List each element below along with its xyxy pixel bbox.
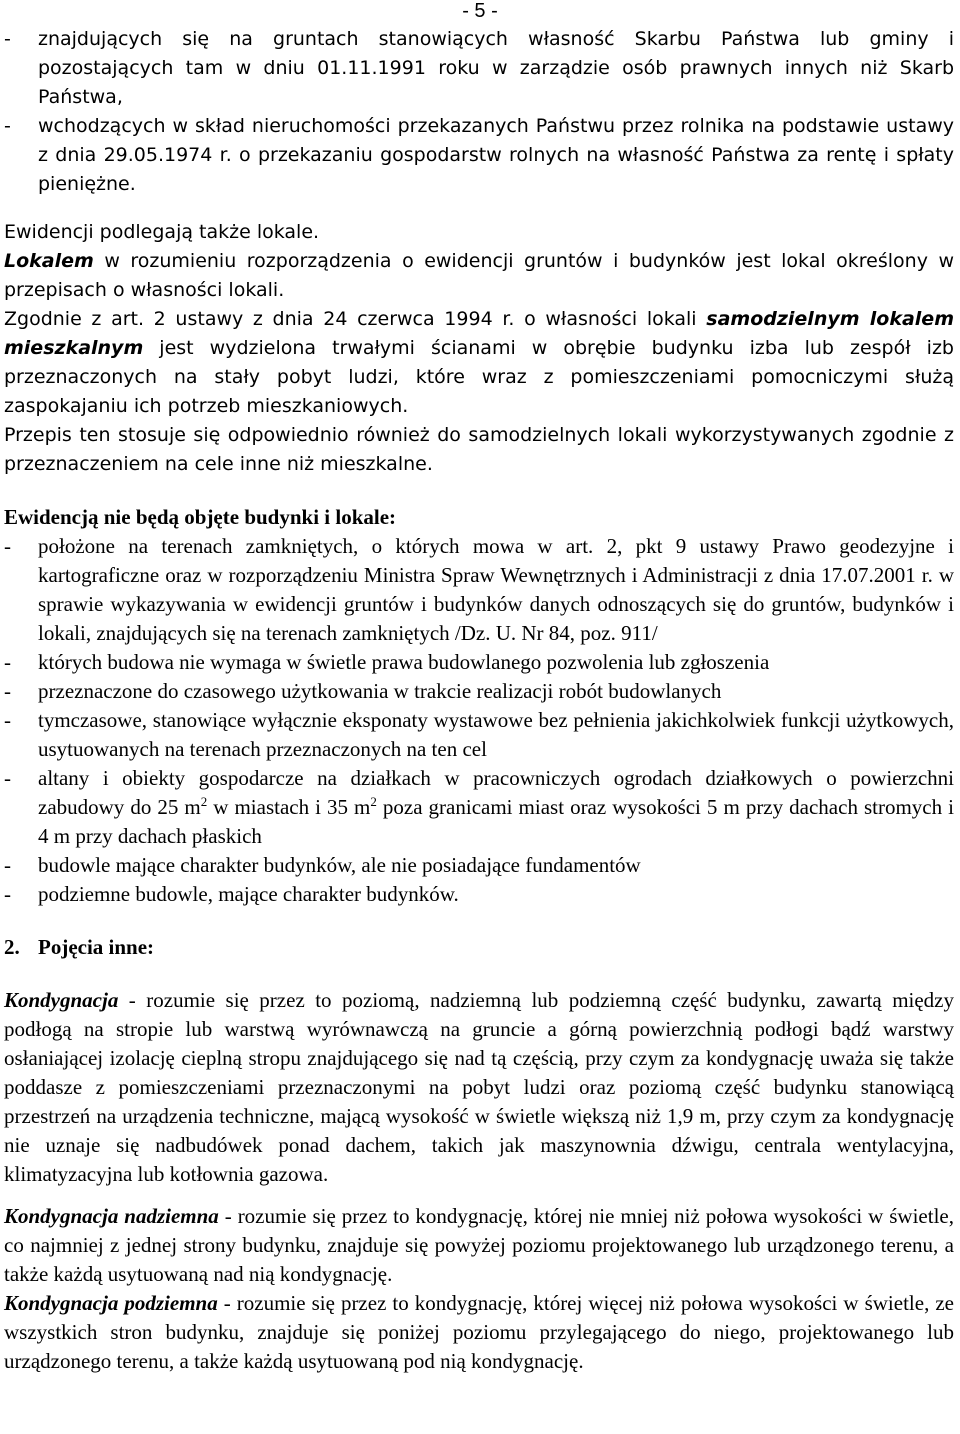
- definition-text: w rozumieniu rozporządzenia o ewidencji gruntów i budynków jest lokal określony w przepisach o własności lokali.: [4, 250, 954, 301]
- definition-text: - rozumie się przez to poziomą, nadziemną lub podziemną część budynku, zawartą między podłogą na stropie lub warstwą wyrównawczą na gruncie a górną powierzchnią podłogi bądź warstwy osłaniającej izolację cieplną stropu znajdującego się nad tą częścią, przy czym za kondygnację uważa się także poddasze z pomieszczeniami przeznaczonymi na pobyt ludzi oraz poziomą część budynku stanowiącą przestrzeń na urządzenia techniczne, mającą wysokość w świetle większą niż 1,9 m, przy czym za kondygnację nie uznaje się nadbudówek ponad dachem, takich jak maszynownia dźwigu, centrala wentylacyjna, klimatyzacyjna lub kotłownia gazowa.: [4, 988, 954, 1186]
- term-kondygnacja: Kondygnacja: [4, 988, 119, 1012]
- list-item: [4, 880, 954, 909]
- excluded-heading-text: Ewidencją nie będą objęte budynki i lokale:: [4, 505, 397, 529]
- list-item-text: wchodzących w skład nieruchomości przekazanych Państwu przez rolnika na podstawie ustawy z dnia 29.05.1974 r. o przekazaniu gospodarstw rolnych na własność Państwa za rentę i spłaty pieniężne.: [38, 115, 954, 195]
- paragraph-przepis: Przepis ten stosuje się odpowiednio również do samodzielnych lokali wykorzystywanych zgodnie z przeznaczeniem na cele inne niż mieszkalne.: [4, 424, 954, 475]
- page-number: - 5 -: [462, 0, 498, 22]
- list-item: [4, 25, 954, 112]
- bullet-dash: -: [4, 650, 11, 674]
- list-item: [4, 764, 954, 851]
- term-kondygnacja-nadziemna: Kondygnacja nadziemna: [4, 1204, 219, 1228]
- definition-text: - rozumie się przez to kondygnację, której więcej niż połowa wysokości w świetle, ze wszystkich stron budynku, znajduje się poniżej poziomu przylegającego do niego, projektowanego lub urządzonego terenu, a także każdą usytuowaną pod nią kondygnację.: [4, 1291, 954, 1373]
- section-number: 2.: [4, 935, 20, 959]
- bullet-dash: -: [4, 534, 11, 558]
- list-item: [4, 532, 954, 648]
- bullet-dash: -: [4, 708, 11, 732]
- zgodnie-suffix: jest wydzielona trwałymi ścianami w obrębie budynku izba lub zespół izb przeznaczonych na stały pobyt ludzi, które wraz z pomieszczeniami pomocniczymi służą zaspokajaniu ich potrzeb mieszkaniowych.: [4, 337, 954, 417]
- bullet-dash: -: [4, 115, 11, 137]
- bullet-dash: -: [4, 882, 11, 906]
- definition-kondygnacja: [4, 986, 954, 1189]
- list-item-text: tymczasowe, stanowiące wyłącznie eksponaty wystawowe bez pełnienia jakichkolwiek funkcji użytkowych, usytuowanych na terenach przeznaczonych na ten cel: [38, 708, 954, 761]
- paragraph-zgodnie: [4, 305, 954, 421]
- bullet-dash: -: [4, 28, 11, 50]
- definition-kondygnacja-nadziemna: [4, 1202, 954, 1289]
- paragraph-lokale-intro: Ewidencji podlegają także lokale.: [4, 221, 320, 243]
- list-item-text: położone na terenach zamkniętych, o których mowa w art. 2, pkt 9 ustawy Prawo geodezyjne i kartograficzne oraz w rozporządzeniu Ministra Spraw Wewnętrznych i Administracji z dnia 17.07.2001 r. w sprawie wykazywania w ewidencji gruntów i budynków danych odnoszących się do gruntów, budynków i lokali, znajdujących się na terenach zamkniętych /Dz. U. Nr 84, poz. 911/: [38, 534, 954, 645]
- bullet-dash: -: [4, 766, 11, 790]
- list-item: [4, 677, 954, 706]
- bullet-dash: -: [4, 679, 11, 703]
- excluded-heading: [4, 503, 954, 532]
- list-item-text-part: altany i obiekty gospodarcze na działkach w pracowniczych ogrodach działkowych o powierzchni zabudowy do 25 m: [38, 766, 954, 819]
- term-kondygnacja-podziemna: Kondygnacja podziemna: [4, 1291, 218, 1315]
- superscript: 2: [370, 794, 377, 809]
- list-item: [4, 706, 954, 764]
- definition-kondygnacja-podziemna: [4, 1289, 954, 1376]
- superscript: 2: [200, 794, 208, 809]
- list-item: [4, 648, 954, 677]
- list-item-text: przeznaczone do czasowego użytkowania w trakcie realizacji robót budowlanych: [38, 679, 722, 703]
- list-item-text: podziemne budowle, mające charakter budynków.: [38, 882, 459, 906]
- bullet-dash: -: [4, 853, 11, 877]
- list-item-text-part: w miastach i 35 m: [207, 795, 371, 819]
- paragraph-lokalem-definition: [4, 247, 954, 305]
- list-item-text-part: poza granicami miast oraz wysokości 5 m przy dachach stromych i 4 m przy dachach płaskich: [38, 795, 954, 848]
- section-title: Pojęcia inne:: [38, 935, 155, 959]
- list-item-text: [38, 764, 954, 851]
- list-item: [4, 112, 954, 199]
- list-item-text: znajdujących się na gruntach stanowiących własność Skarbu Państwa lub gminy i pozostających tam w dniu 01.11.1991 roku w zarządzie osób prawnych innych niż Skarb Państwa,: [38, 28, 954, 108]
- term-lokalem: Lokalem: [4, 250, 94, 272]
- section-heading: [4, 933, 954, 962]
- term-lokal-mieszkalny: samodzielnym lokalem mieszkalnym: [4, 308, 954, 359]
- list-item: [4, 851, 954, 880]
- definition-text: - rozumie się przez to kondygnację, której nie mniej niż połowa wysokości w świetle, co najmniej z jednej strony budynku, znajduje się powyżej poziomu projektowanego lub urządzonego terenu, a także każdą usytuowaną nad nią kondygnację.: [4, 1204, 954, 1286]
- list-item-text: których budowa nie wymaga w świetle prawa budowlanego pozwolenia lub zgłoszenia: [38, 650, 770, 674]
- document-body: [4, 25, 954, 1376]
- zgodnie-prefix: Zgodnie z art. 2 ustawy z dnia 24 czerwca 1994 r. o własności lokali: [4, 308, 707, 330]
- list-item-text: budowle mające charakter budynków, ale nie posiadające fundamentów: [38, 853, 641, 877]
